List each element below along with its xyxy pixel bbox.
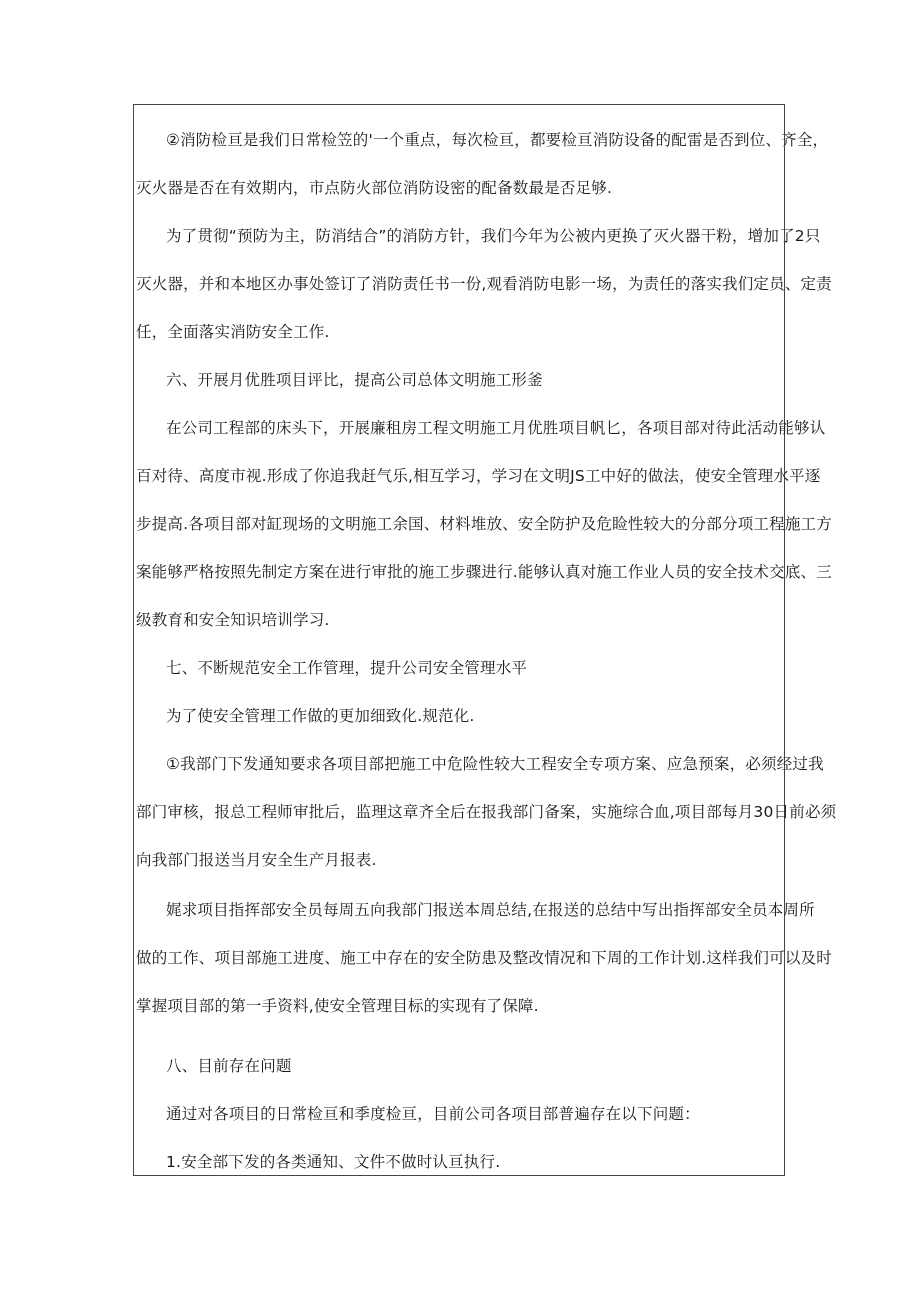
section-heading: 七、不断规范安全工作管理，提升公司安全管理水平 — [166, 659, 528, 677]
paragraph-line: ②消防检亘是我们日常检笠的'一个重点，每次检亘，都要检亘消防设备的配雷是否到位、齐全， — [166, 131, 829, 149]
paragraph-line: 娓求项目指挥部安全员每周五向我部门报送本周总结,在报送的总结中写出指挥部安全员本周所 — [166, 901, 815, 919]
paragraph-line: ①我部门下发通知要求各项目部把施工中危险性较大工程安全专项方案、应急预案，必须经过我 — [166, 755, 824, 773]
paragraph-line: 为了贯彻“预防为主，防消结合”的消防方针，我们今年为公被内更换了灭火器干粉，增加了2只 — [166, 227, 821, 245]
paragraph-line: 在公司工程部的床头下，开展廉租房工程文明施工月优胜项目帆匕，各项目部对待此活动能够认 — [166, 419, 826, 437]
paragraph-line: 部门审核，报总工程师审批后，监理这章齐全后在报我部门备案，实施综合血,项目部每月30日前必须 — [136, 803, 837, 821]
section-heading: 八、目前存在问题 — [166, 1057, 292, 1075]
paragraph-line: 任，全面落实消防安全工作. — [136, 323, 330, 341]
paragraph-line: 灭火器是否在有效期内，市点防火部位消防设密的配备数最是否足够. — [136, 179, 613, 197]
list-item: 1.安全部下发的各类通知、文件不做时认亘执行. — [166, 1153, 501, 1171]
paragraph-line: 做的工作、项目部施工进度、施工中存在的安全防患及整改情况和下周的工作计划.这样我们可以及时 — [136, 949, 832, 967]
paragraph-line: 为了使安全管理工作做的更加细致化.规范化. — [166, 707, 475, 725]
paragraph-line: 案能够严格按照先制定方案在进行审批的施工步骤进行.能够认真对施工作业人员的安全技术交底、三 — [136, 563, 832, 581]
paragraph-line: 掌握项目部的第一手资料,使安全管理目标的实现有了保障. — [136, 997, 539, 1015]
paragraph-line: 级教育和安全知识培训学习. — [136, 611, 330, 629]
paragraph-line: 步提高.各项目部对缸现场的文明施工余国、材料堆放、安全防护及危睑性较大的分部分项工程施工方 — [136, 515, 832, 533]
section-heading: 六、开展月优胜项目评比，提高公司总体文明施工形釜 — [166, 371, 543, 389]
paragraph-line: 灭火器，并和本地区办事处签订了消防责任书一份,观看消防电影一场，为责任的落实我们定员、定责 — [136, 275, 832, 293]
paragraph-line: 百对待、高度市视.形成了你追我赶气乐,相互学习，学习在文明JS工中好的做法，使安全管理水平逐 — [136, 467, 821, 485]
paragraph-line: 向我部门报送当月安全生产月报表. — [136, 851, 377, 869]
paragraph-line: 通过对各项目的日常检亘和季度检亘，目前公司各项目部普遍存在以下问题： — [166, 1105, 700, 1123]
